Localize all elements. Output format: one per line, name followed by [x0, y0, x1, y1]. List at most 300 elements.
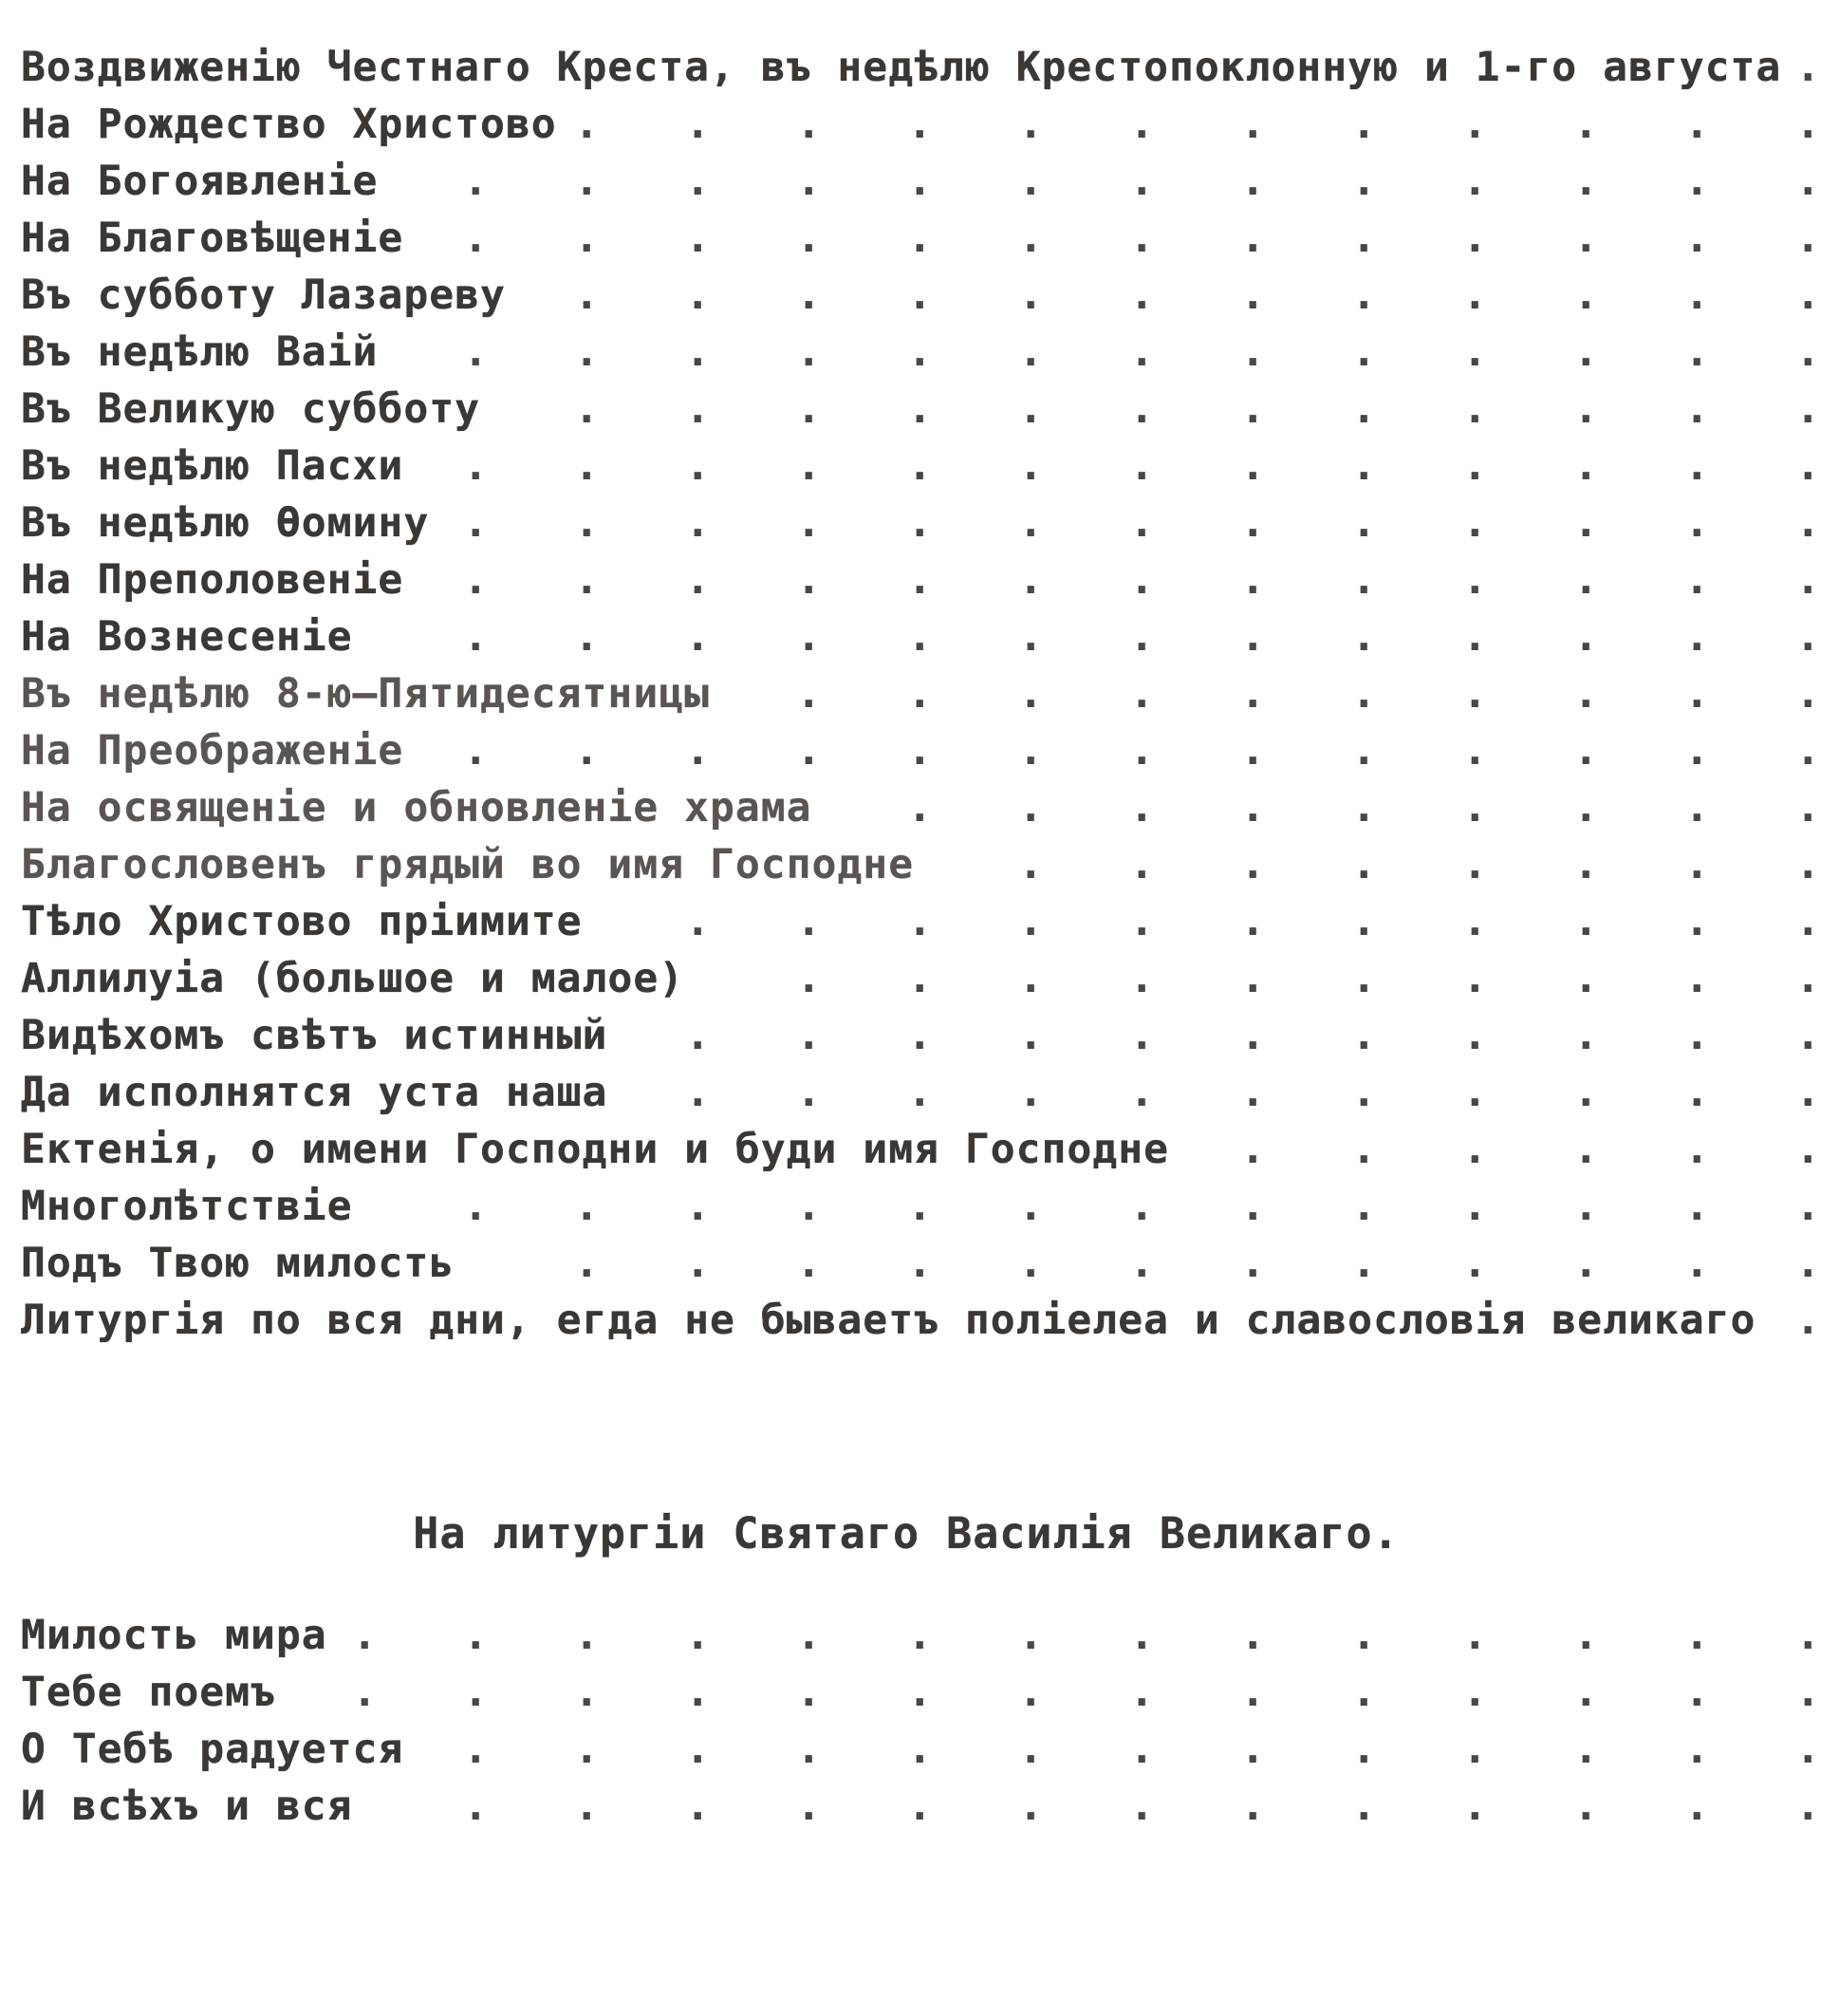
- list-item: [0, 776, 1821, 833]
- list-item: [0, 378, 1821, 435]
- dot-leader: [723, 668, 1821, 719]
- leader-dot: .: [1018, 157, 1044, 205]
- list-item: [0, 1118, 1821, 1175]
- leader-dot: .: [796, 726, 822, 775]
- leader-dot: .: [574, 555, 600, 604]
- leader-dot: .: [1573, 1011, 1599, 1059]
- leader-dot: .: [685, 1011, 711, 1059]
- list-item: [0, 1004, 1821, 1061]
- leader-dot: .: [1795, 43, 1821, 91]
- leader-dot: .: [1240, 1611, 1266, 1659]
- leader-dot: .: [1573, 498, 1599, 547]
- leader-dot: .: [463, 498, 489, 547]
- leader-dot: .: [1795, 1725, 1821, 1773]
- list-item: [0, 1061, 1821, 1118]
- dot-leader: [417, 440, 1821, 492]
- leader-dot: .: [1795, 1011, 1821, 1059]
- leader-dot: .: [1129, 954, 1155, 1002]
- leader-dot: .: [1129, 384, 1155, 433]
- leader-dot: .: [1462, 555, 1488, 604]
- leader-dot: .: [1795, 1782, 1821, 1830]
- item-label: О Тебѣ радуется: [21, 1726, 404, 1773]
- list-item: [0, 1289, 1821, 1346]
- leader-dot: .: [907, 1068, 933, 1116]
- leader-dot: .: [1573, 327, 1599, 376]
- leader-dot: .: [907, 384, 933, 433]
- contents-list: [0, 1604, 1821, 1832]
- dot-leader: [1769, 1295, 1821, 1346]
- leader-dot: .: [796, 612, 822, 661]
- leader-dot: .: [1573, 384, 1599, 433]
- leader-dot: .: [907, 271, 933, 319]
- leader-dot: .: [1462, 1725, 1488, 1773]
- leader-dot: .: [1129, 214, 1155, 262]
- dot-leader: [417, 554, 1821, 606]
- leader-dot: .: [1018, 100, 1044, 148]
- dot-leader: [366, 611, 1821, 663]
- item-label: Аллилуіа (большое и малое): [21, 955, 685, 1002]
- leader-dot: .: [1573, 1611, 1599, 1659]
- leader-dot: .: [796, 954, 822, 1002]
- leader-dot: .: [1018, 384, 1044, 433]
- leader-dot: .: [463, 441, 489, 490]
- leader-dot: .: [1129, 1011, 1155, 1059]
- leader-dot: .: [463, 157, 489, 205]
- leader-dot: .: [907, 327, 933, 376]
- list-item: [0, 890, 1821, 947]
- leader-dot: .: [1018, 1782, 1044, 1830]
- leader-dot: .: [685, 384, 711, 433]
- dot-leader: [697, 953, 1821, 1004]
- leader-dot: .: [1240, 897, 1266, 945]
- leader-dot: .: [1351, 1125, 1377, 1173]
- leader-dot: .: [1018, 1239, 1044, 1287]
- leader-dot: .: [1129, 669, 1155, 718]
- leader-dot: .: [685, 726, 711, 775]
- list-item: [0, 947, 1821, 1004]
- leader-dot: .: [796, 1182, 822, 1230]
- leader-dot: .: [1684, 1125, 1710, 1173]
- leader-dot: .: [1462, 1782, 1488, 1830]
- leader-dot: .: [1462, 612, 1488, 661]
- leader-dot: .: [907, 1239, 933, 1287]
- item-label: Благословенъ грядый во имя Господне: [21, 841, 915, 888]
- leader-dot: .: [1129, 441, 1155, 490]
- leader-dot: .: [1018, 726, 1044, 775]
- leader-dot: .: [1351, 954, 1377, 1002]
- leader-dot: .: [1129, 783, 1155, 831]
- leader-dot: .: [1795, 214, 1821, 262]
- leader-dot: .: [1351, 271, 1377, 319]
- leader-dot: .: [907, 1011, 933, 1059]
- item-label: Литургія по вся дни, егда не бываетъ поліелеа и славословія великаго: [21, 1297, 1756, 1344]
- leader-dot: .: [907, 726, 933, 775]
- list-item: [0, 606, 1821, 663]
- leader-dot: .: [796, 100, 822, 148]
- dot-leader: [826, 782, 1821, 833]
- leader-dot: .: [574, 726, 600, 775]
- item-label: На Рождество Христово: [21, 101, 557, 148]
- leader-dot: .: [1240, 954, 1266, 1002]
- dot-leader: [519, 270, 1821, 321]
- leader-dot: .: [1573, 1668, 1599, 1716]
- leader-dot: .: [685, 612, 711, 661]
- dot-leader: [570, 99, 1821, 150]
- item-label: Видѣхомъ свѣтъ истинный: [21, 1012, 608, 1059]
- leader-dot: .: [1462, 1239, 1488, 1287]
- leader-dot: .: [685, 100, 711, 148]
- leader-dot: .: [1351, 214, 1377, 262]
- leader-dot: .: [574, 1668, 600, 1716]
- item-label: Въ субботу Лазареву: [21, 271, 506, 319]
- leader-dot: .: [1351, 897, 1377, 945]
- leader-dot: .: [1573, 840, 1599, 888]
- leader-dot: .: [1684, 783, 1710, 831]
- item-label: И всѣхъ и вся: [21, 1783, 353, 1830]
- leader-dot: .: [1795, 783, 1821, 831]
- leader-dot: .: [1018, 555, 1044, 604]
- item-label: На Преображеніе: [21, 727, 404, 775]
- leader-dot: .: [574, 157, 600, 205]
- leader-dot: .: [463, 327, 489, 376]
- leader-dot: .: [1351, 669, 1377, 718]
- leader-dot: .: [1795, 441, 1821, 490]
- dot-leader: [442, 497, 1821, 549]
- leader-dot: .: [1018, 612, 1044, 661]
- leader-dot: .: [1129, 612, 1155, 661]
- leader-dot: .: [1462, 1068, 1488, 1116]
- leader-dot: .: [1684, 157, 1710, 205]
- leader-dot: .: [1573, 214, 1599, 262]
- dot-leader: [341, 1610, 1821, 1661]
- leader-dot: .: [796, 897, 822, 945]
- leader-dot: .: [1573, 1182, 1599, 1230]
- leader-dot: .: [1573, 271, 1599, 319]
- leader-dot: .: [574, 498, 600, 547]
- leader-dot: .: [1684, 1182, 1710, 1230]
- leader-dot: .: [1129, 726, 1155, 775]
- leader-dot: .: [685, 555, 711, 604]
- leader-dot: .: [796, 157, 822, 205]
- item-label: Тебе поемъ: [21, 1669, 276, 1716]
- leader-dot: .: [574, 1182, 600, 1230]
- leader-dot: .: [1240, 555, 1266, 604]
- leader-dot: .: [1240, 384, 1266, 433]
- item-label: Многолѣтствіе: [21, 1183, 353, 1230]
- leader-dot: .: [1351, 1668, 1377, 1716]
- leader-dot: .: [685, 441, 711, 490]
- leader-dot: .: [1795, 612, 1821, 661]
- leader-dot: .: [1795, 726, 1821, 775]
- leader-dot: .: [1573, 100, 1599, 148]
- leader-dot: .: [1573, 726, 1599, 775]
- dot-leader: [417, 1724, 1821, 1775]
- list-item: [0, 719, 1821, 776]
- leader-dot: .: [574, 1611, 600, 1659]
- leader-dot: .: [1240, 1182, 1266, 1230]
- leader-dot: .: [796, 214, 822, 262]
- list-item: [0, 549, 1821, 606]
- leader-dot: .: [1240, 726, 1266, 775]
- leader-dot: .: [685, 1182, 711, 1230]
- item-label: На Благовѣщеніе: [21, 215, 404, 262]
- leader-dot: .: [1240, 1782, 1266, 1830]
- leader-dot: .: [1795, 327, 1821, 376]
- item-label: Въ недѣлю Пасхи: [21, 442, 404, 490]
- leader-dot: .: [1462, 384, 1488, 433]
- item-label: Да исполнятся уста наша: [21, 1069, 608, 1116]
- leader-dot: .: [1018, 669, 1044, 718]
- leader-dot: .: [1129, 1611, 1155, 1659]
- leader-dot: .: [1462, 327, 1488, 376]
- list-item: [0, 1775, 1821, 1832]
- leader-dot: .: [1462, 840, 1488, 888]
- leader-dot: .: [1795, 1296, 1821, 1344]
- leader-dot: .: [1573, 157, 1599, 205]
- item-label: Въ недѣлю Ваій: [21, 328, 379, 376]
- leader-dot: .: [1351, 840, 1377, 888]
- leader-dot: .: [1573, 612, 1599, 661]
- dot-leader: [366, 1181, 1821, 1232]
- leader-dot: .: [907, 783, 933, 831]
- leader-dot: .: [1351, 384, 1377, 433]
- leader-dot: .: [1795, 840, 1821, 888]
- leader-dot: .: [1684, 1668, 1710, 1716]
- leader-dot: .: [1795, 1611, 1821, 1659]
- leader-dot: .: [1462, 157, 1488, 205]
- leader-dot: .: [1351, 612, 1377, 661]
- leader-dot: .: [907, 897, 933, 945]
- leader-dot: .: [1573, 954, 1599, 1002]
- list-item: [0, 36, 1821, 93]
- leader-dot: .: [1351, 1725, 1377, 1773]
- dot-leader: [493, 383, 1821, 435]
- leader-dot: .: [574, 1782, 600, 1830]
- list-item: [0, 207, 1821, 264]
- leader-dot: .: [1684, 498, 1710, 547]
- leader-dot: .: [1462, 954, 1488, 1002]
- leader-dot: .: [463, 1668, 489, 1716]
- leader-dot: .: [1129, 1068, 1155, 1116]
- leader-dot: .: [796, 669, 822, 718]
- leader-dot: .: [1351, 498, 1377, 547]
- leader-dot: .: [1018, 498, 1044, 547]
- leader-dot: .: [1240, 498, 1266, 547]
- leader-dot: .: [1129, 897, 1155, 945]
- leader-dot: .: [1018, 840, 1044, 888]
- leader-dot: .: [1462, 1668, 1488, 1716]
- leader-dot: .: [1462, 1182, 1488, 1230]
- leader-dot: .: [1351, 555, 1377, 604]
- leader-dot: .: [1462, 271, 1488, 319]
- leader-dot: .: [796, 441, 822, 490]
- item-label: На Преполовеніе: [21, 556, 404, 604]
- leader-dot: .: [1018, 327, 1044, 376]
- list-item: [0, 1604, 1821, 1661]
- leader-dot: .: [1462, 100, 1488, 148]
- item-label: Воздвиженію Честнаго Креста, въ недѣлю Крестопоклонную и 1-го августа: [21, 44, 1782, 91]
- list-item: [0, 833, 1821, 890]
- leader-dot: .: [1018, 1611, 1044, 1659]
- leader-dot: .: [907, 1182, 933, 1230]
- leader-dot: .: [1018, 271, 1044, 319]
- leader-dot: .: [685, 157, 711, 205]
- leader-dot: .: [1684, 441, 1710, 490]
- leader-dot: .: [1129, 1782, 1155, 1830]
- leader-dot: .: [1573, 441, 1599, 490]
- leader-dot: .: [907, 1782, 933, 1830]
- leader-dot: .: [907, 669, 933, 718]
- list-item: [0, 1232, 1821, 1289]
- item-label: На Богоявленіе: [21, 158, 379, 205]
- item-label: Въ недѣлю Ѳомину: [21, 499, 430, 547]
- leader-dot: .: [1684, 271, 1710, 319]
- leader-dot: .: [1129, 1182, 1155, 1230]
- leader-dot: .: [574, 327, 600, 376]
- item-label: На освященіе и обновленіе храма: [21, 784, 812, 831]
- leader-dot: .: [1129, 271, 1155, 319]
- leader-dot: .: [1573, 897, 1599, 945]
- dot-leader: [391, 156, 1821, 207]
- leader-dot: .: [1240, 1125, 1266, 1173]
- dot-leader: [366, 1781, 1821, 1832]
- leader-dot: .: [907, 555, 933, 604]
- leader-dot: .: [1684, 1011, 1710, 1059]
- leader-dot: .: [796, 1725, 822, 1773]
- leader-dot: .: [1684, 100, 1710, 148]
- dot-leader: [1182, 1124, 1821, 1175]
- list-item: [0, 93, 1821, 150]
- leader-dot: .: [907, 214, 933, 262]
- list-item: [0, 435, 1821, 492]
- leader-dot: .: [574, 441, 600, 490]
- leader-dot: .: [574, 1239, 600, 1287]
- leader-dot: .: [1462, 669, 1488, 718]
- leader-dot: .: [796, 1068, 822, 1116]
- leader-dot: .: [1684, 1725, 1710, 1773]
- item-label: Подъ Твою милость: [21, 1240, 455, 1287]
- leader-dot: .: [1684, 726, 1710, 775]
- leader-dot: .: [1684, 555, 1710, 604]
- leader-dot: .: [796, 1668, 822, 1716]
- leader-dot: .: [1351, 783, 1377, 831]
- leader-dot: .: [1351, 1068, 1377, 1116]
- leader-dot: .: [1684, 214, 1710, 262]
- leader-dot: .: [1684, 897, 1710, 945]
- leader-dot: .: [1795, 384, 1821, 433]
- dot-leader: [417, 725, 1821, 776]
- leader-dot: .: [1129, 327, 1155, 376]
- dot-leader: [468, 1238, 1821, 1289]
- leader-dot: .: [1795, 1668, 1821, 1716]
- leader-dot: .: [1795, 157, 1821, 205]
- list-item: [0, 1718, 1821, 1775]
- leader-dot: .: [463, 555, 489, 604]
- leader-dot: .: [1018, 783, 1044, 831]
- dot-leader: [927, 839, 1821, 890]
- leader-dot: .: [1240, 100, 1266, 148]
- list-item: [0, 1175, 1821, 1232]
- leader-dot: .: [1018, 1011, 1044, 1059]
- leader-dot: .: [685, 1068, 711, 1116]
- item-label: Въ Великую субботу: [21, 385, 480, 433]
- leader-dot: .: [1573, 1782, 1599, 1830]
- leader-dot: .: [1240, 1011, 1266, 1059]
- leader-dot: .: [685, 1782, 711, 1830]
- leader-dot: .: [1351, 441, 1377, 490]
- leader-dot: .: [1462, 897, 1488, 945]
- leader-dot: .: [796, 384, 822, 433]
- leader-dot: .: [463, 612, 489, 661]
- leader-dot: .: [1795, 897, 1821, 945]
- leader-dot: .: [1018, 897, 1044, 945]
- leader-dot: .: [1462, 1611, 1488, 1659]
- leader-dot: .: [1795, 1239, 1821, 1287]
- leader-dot: .: [1240, 840, 1266, 888]
- leader-dot: .: [1684, 1611, 1710, 1659]
- leader-dot: .: [1129, 840, 1155, 888]
- leader-dot: .: [1129, 100, 1155, 148]
- leader-dot: .: [907, 1611, 933, 1659]
- leader-dot: .: [1462, 726, 1488, 775]
- leader-dot: .: [1240, 1239, 1266, 1287]
- leader-dot: .: [1240, 157, 1266, 205]
- leader-dot: .: [1351, 157, 1377, 205]
- list-item: [0, 492, 1821, 549]
- leader-dot: .: [1240, 1668, 1266, 1716]
- item-label: На Вознесеніе: [21, 613, 353, 661]
- list-item: [0, 321, 1821, 378]
- leader-dot: .: [574, 384, 600, 433]
- leader-dot: .: [685, 271, 711, 319]
- leader-dot: .: [1795, 1068, 1821, 1116]
- leader-dot: .: [1240, 1068, 1266, 1116]
- leader-dot: .: [1795, 555, 1821, 604]
- leader-dot: .: [574, 100, 600, 148]
- dot-leader: [289, 1667, 1821, 1718]
- leader-dot: .: [1795, 1125, 1821, 1173]
- leader-dot: .: [352, 1668, 378, 1716]
- leader-dot: .: [685, 327, 711, 376]
- leader-dot: .: [796, 1611, 822, 1659]
- leader-dot: .: [1351, 1611, 1377, 1659]
- leader-dot: .: [1684, 1782, 1710, 1830]
- dot-leader: [621, 1067, 1821, 1118]
- leader-dot: .: [1684, 669, 1710, 718]
- leader-dot: .: [1462, 1011, 1488, 1059]
- leader-dot: .: [1129, 1668, 1155, 1716]
- leader-dot: .: [1573, 1239, 1599, 1287]
- leader-dot: .: [685, 1725, 711, 1773]
- leader-dot: .: [907, 498, 933, 547]
- leader-dot: .: [1018, 1068, 1044, 1116]
- leader-dot: .: [796, 271, 822, 319]
- leader-dot: .: [1240, 271, 1266, 319]
- dot-leader: [391, 327, 1821, 378]
- leader-dot: .: [796, 1239, 822, 1287]
- leader-dot: .: [685, 214, 711, 262]
- leader-dot: .: [796, 1782, 822, 1830]
- leader-dot: .: [685, 897, 711, 945]
- list-item: [0, 264, 1821, 321]
- leader-dot: .: [796, 498, 822, 547]
- leader-dot: .: [1684, 840, 1710, 888]
- leader-dot: .: [1573, 669, 1599, 718]
- leader-dot: .: [1684, 954, 1710, 1002]
- leader-dot: .: [685, 1611, 711, 1659]
- leader-dot: .: [1129, 498, 1155, 547]
- leader-dot: .: [574, 612, 600, 661]
